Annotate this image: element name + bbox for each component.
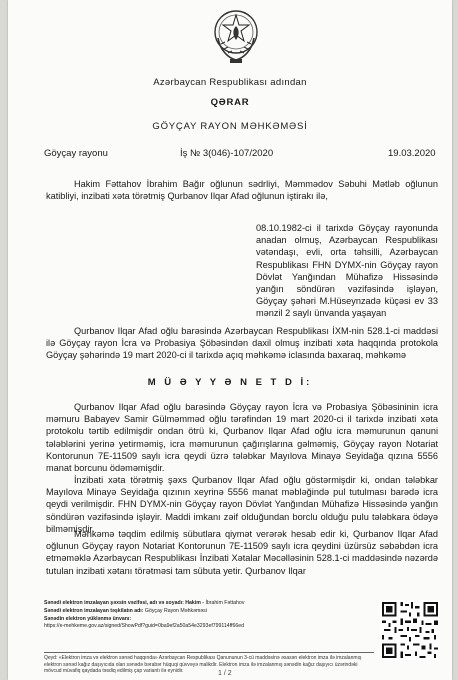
body-paragraph: Qurbanov Ilqar Afad oğlu barəsində Göyçay rayon İcra və Probasiya Şöbəsininin icra məmuru Babayev Samir Gülməmməd oğlu tərəfindən 19 mart 2020-ci il tarixdə inzibati xəta protokolu tərtib edilmişdir ondan ötrü ki, Qurbanov Ilqar Afad oğlu icra məmurunun qanuni tələblərini yerinə yetirməmiş, icra məmurunun çağırışlarına gəlməmiş, Göyçay rayon Notariat Kontorunun 7E-11509 saylı icra qeydi üzrə tələbkar Mayılova Minayə Seyidağa qızına 5556 manat borcunu ödəməmişdir. xyxy=(46,402,438,474)
case-paragraph: Qurbanov Ilqar Afad oğlu barəsində Azərbaycan Respublikası İXM-nin 528.1-ci maddəsi ilə Göyçay rayon İcra və Probasiya Şöbəsindən daxil olmuş inzibati xəta haqqında protokola Göyçay şəhərində 19 mart 2020-ci il tarixdə açıq məhkəmə iclasında baxaraq, məhkəmə xyxy=(46,326,438,361)
qr-code-icon xyxy=(380,600,440,660)
document-page xyxy=(8,0,452,680)
court-name: GÖYÇAY RAYON MƏHKƏMƏSİ xyxy=(152,121,308,132)
state-emblem-icon xyxy=(212,8,260,66)
org-label: Sənədi elektron imzalayan təşkilatın adı: xyxy=(44,607,144,614)
section-heading: M Ü Ə Y Y Ə N E T D İ: xyxy=(147,377,313,388)
page-number: 1 / 2 xyxy=(218,670,232,677)
signer-name: İbrahim Fəttahov xyxy=(205,600,245,606)
signer-label: Sənədi elektron imzalayan şəxsin vəzifəsi, adı və soyadı: Hakim - xyxy=(44,600,205,606)
body-paragraph: Məhkəmə təqdim edilmiş sübutlara qiymət verərək hesab edir ki, Qurbanov Ilqar Afad oğlunun Göyçay rayon Notariat Kontorunun 7E-11509 saylı icra qeydini üzürsüz səbəbdən icra etməməklə Azərbaycan Respublikası İnzibati Xətalar Məcəlləsinin 528.1-ci maddəsində nəzərdə tutulan inzibati xətanı törətməsi tam sübuta yetir. Qurbanov Ilqar xyxy=(46,529,438,576)
body-paragraph: İnzibati xəta törətmiş şəxs Qurbanov Ilqar Afad oğlu göstərmişdir ki, ondan tələbkar Mayılova Minayə Seyidağa qızının xeyrinə 5556 manat məbləğində pul tutulması barədə icra qeydi verilmişdir. FHN DYMX-nin Göyçay rayon Dövlət Yanğından Mühafizə Hissəsində yanğın söndürən vəzifəsində işləyir. Maddi imkanı zəif olduğundan borclu olduğu pulu tələbkara ödəyə bilməmişdir. xyxy=(46,475,438,534)
footer-divider xyxy=(44,652,374,653)
place: Göyçay rayonu xyxy=(44,148,108,159)
document-url[interactable]: https://e-mehkeme.gov.az/signed/ShowPdf?guid=0ba9ef2a50a54e3293ef799114ff66ed xyxy=(44,623,245,630)
sovereign-line: Azərbaycan Respublikası adından xyxy=(153,77,307,88)
case-number: İş № 3(046)-107/2020 xyxy=(180,148,274,159)
signature-footer xyxy=(44,600,374,631)
person-info-paragraph: 08.10.1982-ci il tarixdə Göyçay rayonunda anadan olmuş, Azərbaycan Respublikası vətəndaşı, evli, orta təhsilli, Azərbaycan Respublikası FHN DYMX-nin Göyçay rayon Dövlət Yanğından Mühafizə Hissəsində yanğın söndürən vəzifəsində işləyən, Göyçay şəhəri M.Hüseynzadə küçəsi ev 33 mənzil 2 saylı ünvanda yaşayan xyxy=(256,223,438,319)
decision-date: 19.03.2020 xyxy=(388,148,436,159)
legal-note: Qeyd: «Elektron imza və elektron sənəd haqqında» Azərbaycan Respublikası Qanununun 3-cü maddəsinə əsasən elektron imza ilə imzalanmış elektron sənəd kağız daşıyıcıda olan sənədə bərabər hüquqi qüvvəyə malikdir. Elektron imza ilə imzalanmış sənədin kağız daşıyıcı üzərindəki mövcud müvafiq qaydada təsdiq edilmiş çap variantı ilə eynidir. xyxy=(44,655,362,675)
url-label: Sənədin elektron yüklənmə ünvanı: xyxy=(44,615,132,622)
intro-paragraph: Hakim Fəttahov İbrahim Bağır oğlunun sədrliyi, Məmmədov Səbuhi Mətləb oğlunun katibliyi, inzibati xəta törətmiş Qurbanov Ilqar Afad oğlunun iştirakı ilə, xyxy=(46,179,438,202)
org-name: Göyçay Rayon Məhkəməsi xyxy=(144,607,207,614)
document-title: QƏRAR xyxy=(210,97,250,108)
